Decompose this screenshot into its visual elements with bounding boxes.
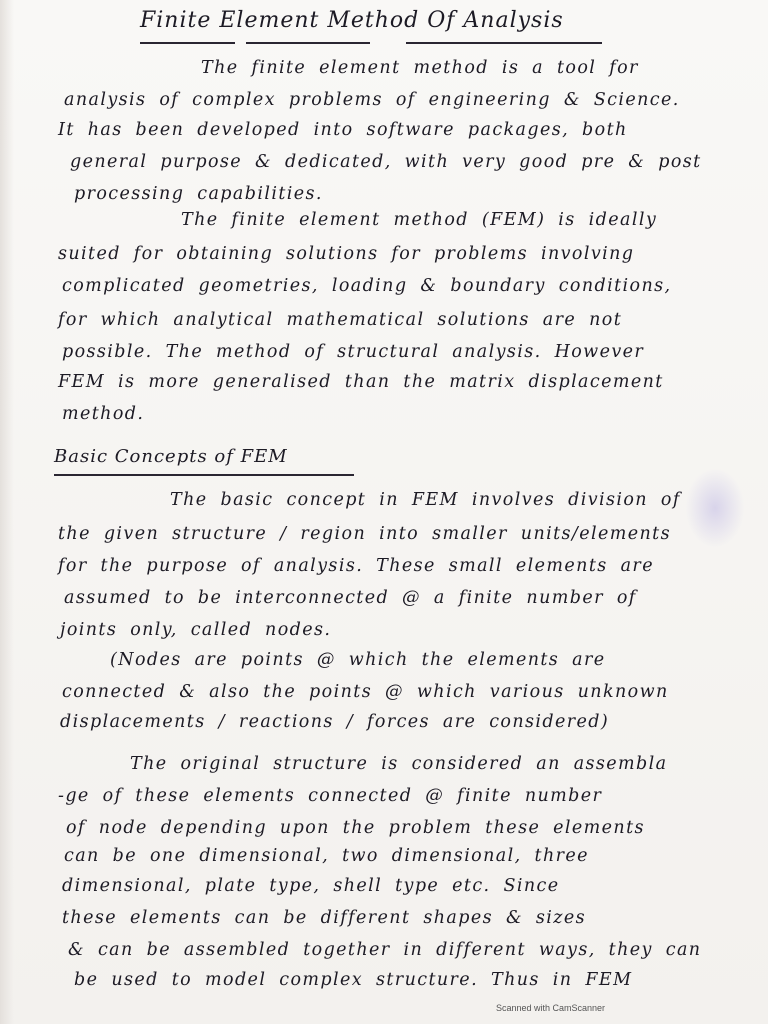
text-line: the given structure / region into smaller units/elements — [58, 524, 671, 544]
text-line: these elements can be different shapes & sizes — [62, 908, 587, 928]
text-line: processing capabilities. — [74, 184, 323, 204]
text-line: complicated geometries, loading & boundary conditions, — [62, 276, 672, 296]
text-line: & can be assembled together in different ways, they can — [68, 940, 702, 960]
text-line: be used to model complex structure. Thus in FEM — [74, 970, 633, 990]
text-line: dimensional, plate type, shell type etc. Since — [62, 876, 560, 896]
text-line: It has been developed into software packages, both — [58, 120, 628, 140]
text-line: displacements / reactions / forces are considered) — [60, 712, 610, 732]
title-underline — [406, 42, 602, 44]
section-heading: Basic Concepts of FEM — [54, 446, 288, 467]
text-line: FEM is more generalised than the matrix displacement — [58, 372, 664, 392]
title-underline — [140, 42, 235, 44]
text-line: suited for obtaining solutions for problems involving — [58, 244, 635, 264]
text-line: The finite element method is a tool for — [201, 58, 639, 78]
page-title: Finite Element Method Of Analysis — [140, 8, 564, 33]
text-line: for the purpose of analysis. These small elements are — [58, 556, 654, 576]
text-line: can be one dimensional, two dimensional, three — [64, 846, 589, 866]
title-underline — [246, 42, 370, 44]
text-line: (Nodes are points @ which the elements are — [110, 650, 606, 670]
text-line: joints only, called nodes. — [60, 620, 332, 640]
text-line: connected & also the points @ which various unknown — [62, 682, 669, 702]
text-line: method. — [62, 404, 145, 424]
text-line: possible. The method of structural analysis. However — [62, 342, 645, 362]
text-line: general purpose & dedicated, with very good pre & post — [70, 152, 702, 172]
text-line: of node depending upon the problem these elements — [66, 818, 645, 838]
page-margin-shadow — [0, 0, 14, 1024]
heading-underline — [54, 474, 354, 476]
text-line: analysis of complex problems of engineering & Science. — [64, 90, 680, 110]
text-line: The finite element method (FEM) is ideally — [181, 210, 658, 230]
text-line: -ge of these elements connected @ finite number — [58, 786, 603, 806]
ink-smudge — [685, 468, 745, 548]
text-line: assumed to be interconnected @ a finite number of — [64, 588, 637, 608]
scanner-watermark: Scanned with CamScanner — [496, 1003, 606, 1013]
text-line: The original structure is considered an assembla — [130, 754, 668, 774]
text-line: for which analytical mathematical solutions are not — [58, 310, 623, 330]
text-line: The basic concept in FEM involves division of — [170, 490, 681, 510]
